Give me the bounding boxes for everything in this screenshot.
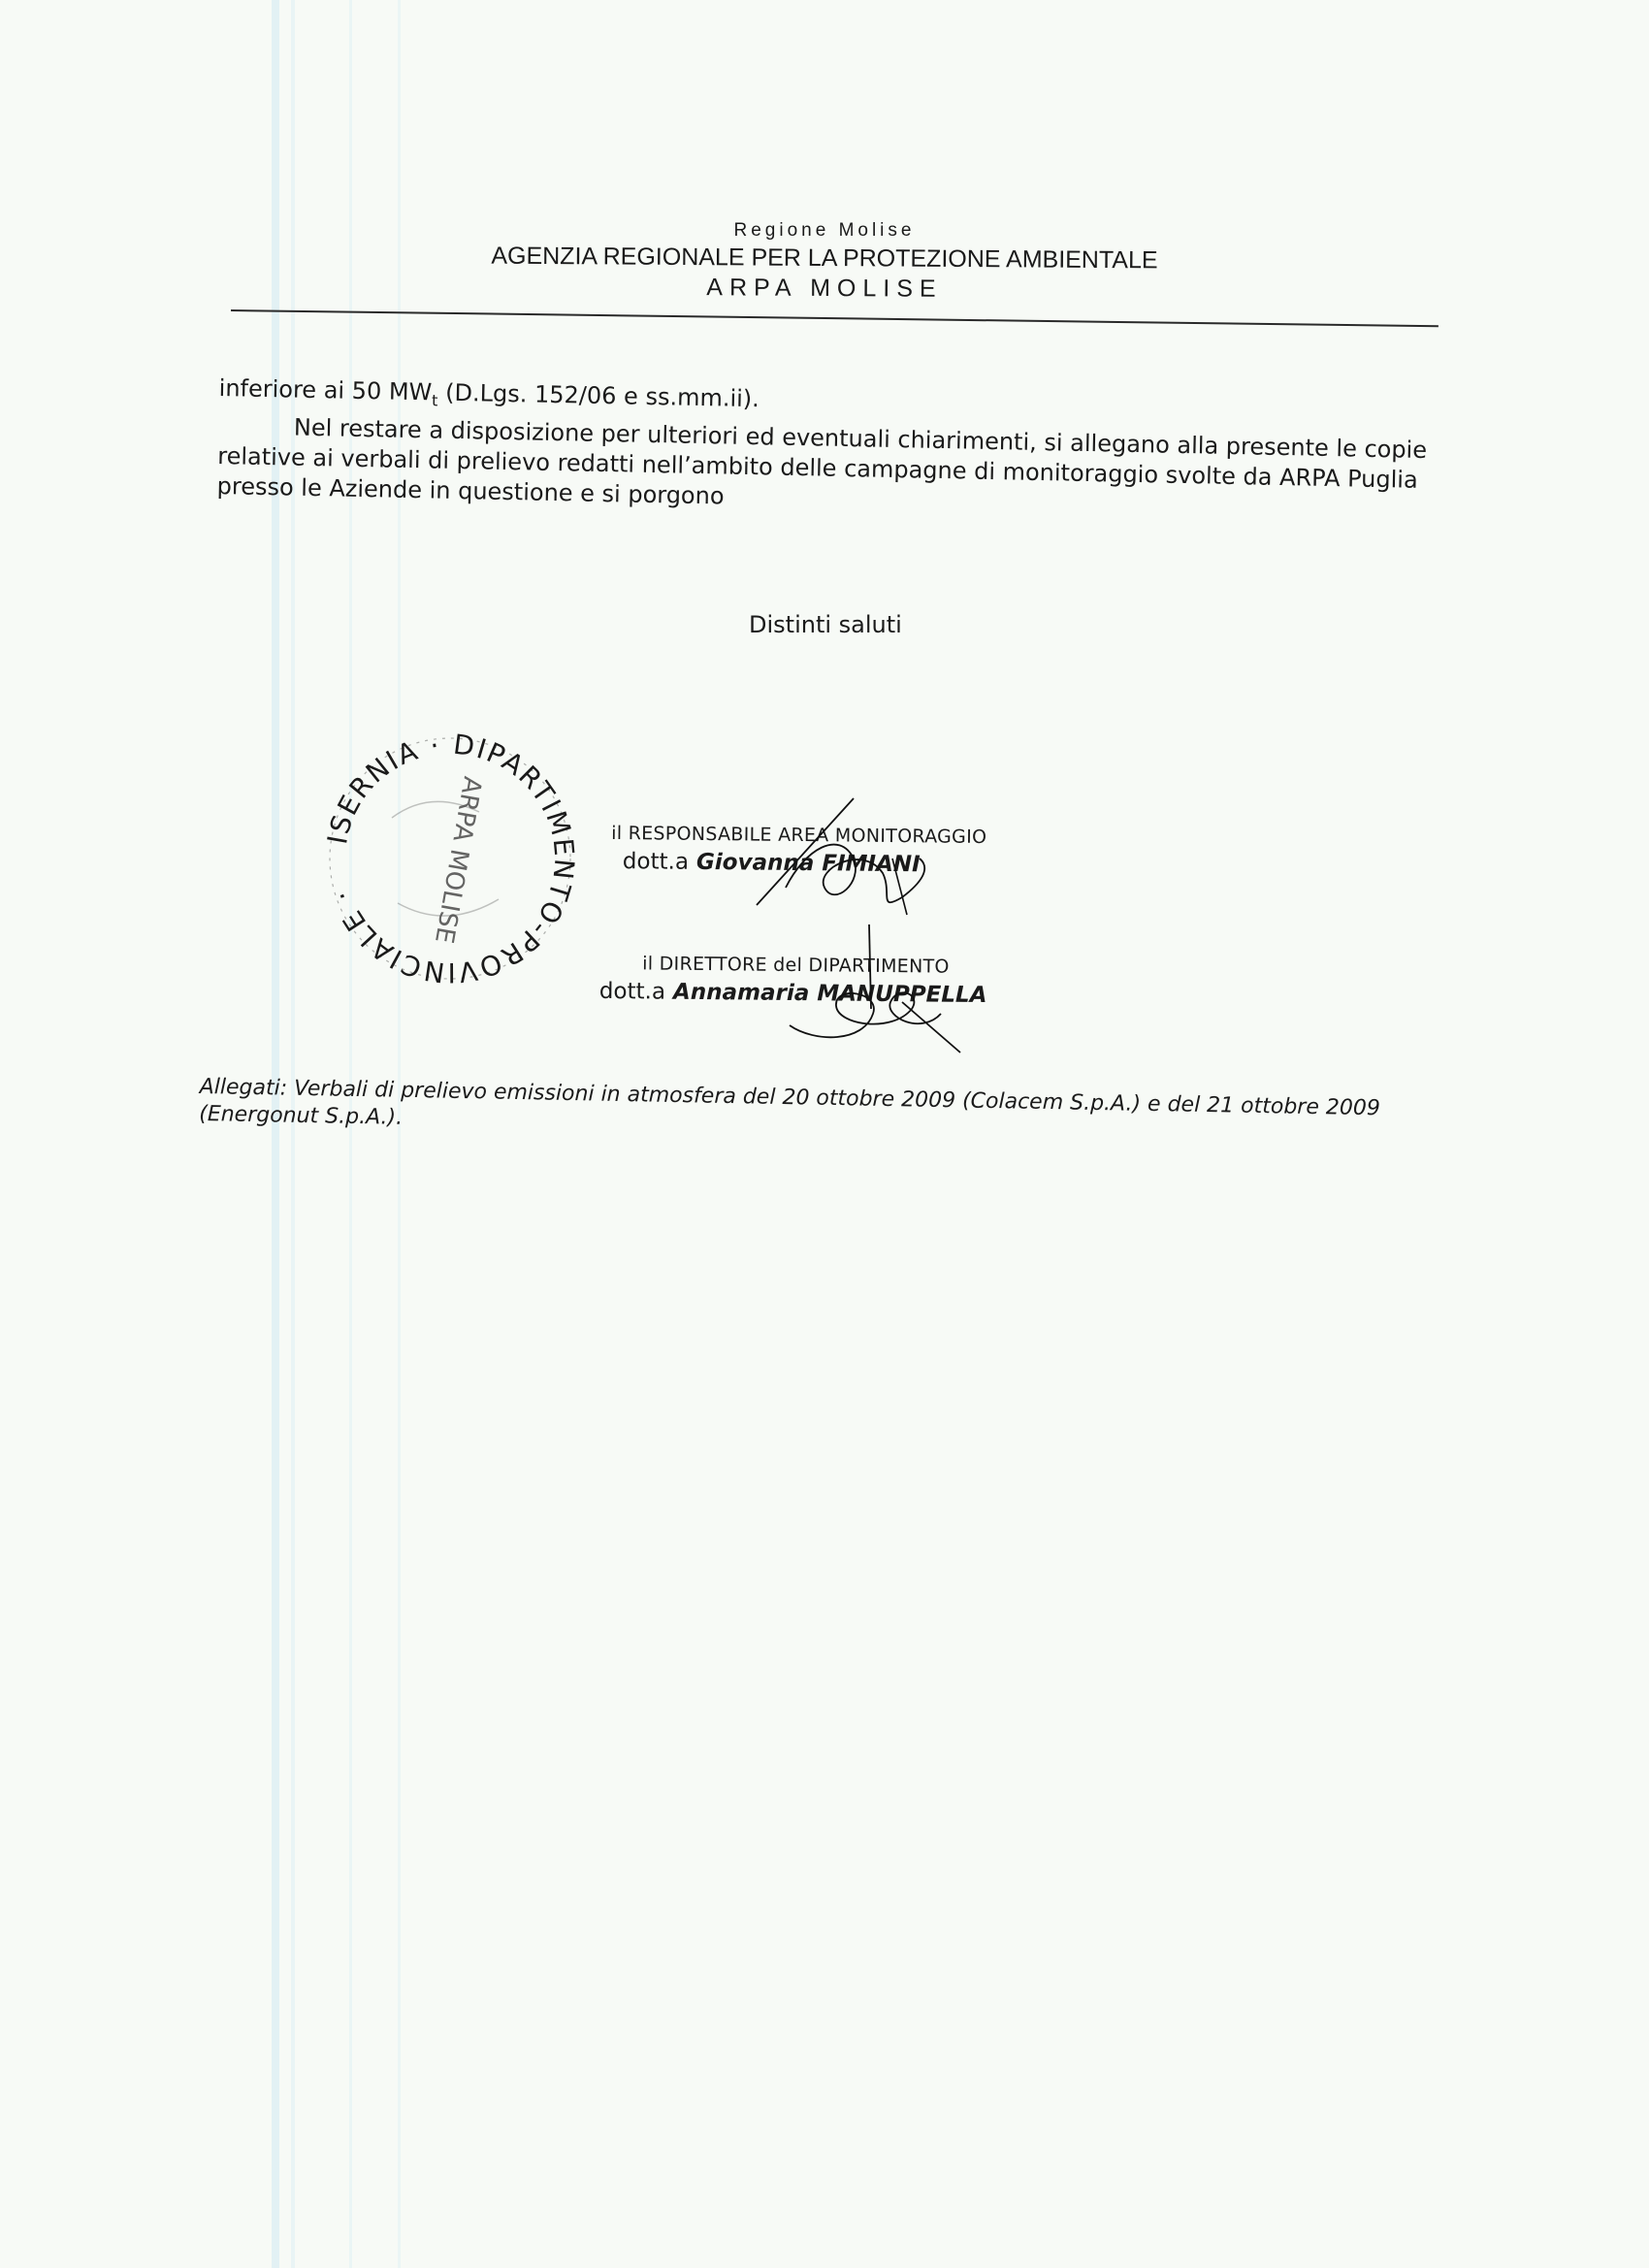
scan-artifact-band bbox=[349, 0, 352, 2268]
stamp-center-text: ARPA MOLISE bbox=[429, 774, 487, 946]
scan-artifact-band bbox=[398, 0, 401, 2268]
signatory-role: il DIRETTORE del DIPARTIMENTO bbox=[642, 953, 950, 978]
signature-block-director bbox=[598, 951, 987, 1011]
scan-artifact-band bbox=[272, 0, 279, 2268]
body-paragraph: Nel restare a disposizione per ulteriori ed eventuali chiarimenti, si allegano alla presente le copie relative ai verbali di prelievo redatti nell’ambito delle campagne di monitoraggio svolte da ARPA Puglia presso le Aziende in questione e si porgono bbox=[216, 413, 1428, 510]
letterhead-region: Regione Molise bbox=[733, 220, 916, 241]
letterhead-divider bbox=[231, 309, 1439, 327]
letter-body bbox=[216, 373, 1455, 526]
stamp-ring-text: ISERNIA · DIPARTIMENTO-PROVINCIALE · bbox=[321, 728, 581, 989]
letterhead bbox=[330, 219, 1319, 303]
letterhead-agency: AGENZIA REGIONALE PER LA PROTEZIONE AMBIENTALE bbox=[491, 242, 1158, 275]
signature-block-monitoring bbox=[611, 821, 987, 881]
signatory-name: Annamaria MANUPPELLA bbox=[672, 979, 987, 1009]
letterhead-acronym: ARPA MOLISE bbox=[706, 274, 943, 303]
closing-salutation: Distinti saluti bbox=[749, 611, 902, 638]
signatory-name-line: dott.a Giovanna FIMIANI bbox=[622, 849, 921, 878]
signatory-name: Giovanna FIMIANI bbox=[695, 849, 921, 878]
body-first-line: inferiore ai 50 $MW_t$ (D.Lgs. 152/06 e ss.mm.ii). bbox=[218, 373, 760, 413]
scan-artifact-band bbox=[291, 0, 295, 2268]
department-stamp bbox=[314, 723, 586, 994]
attachments-note: Allegati: Verbali di prelievo emissioni in atmosfera del 20 ottobre 2009 (Colacem S.p.A.) e del 21 ottobre 2009 (Energonut S.p.A.). bbox=[199, 1074, 1381, 1130]
signatory-role: il RESPONSABILE AREA MONITORAGGIO bbox=[611, 822, 987, 849]
signatory-name-line: dott.a Annamaria MANUPPELLA bbox=[598, 978, 987, 1009]
